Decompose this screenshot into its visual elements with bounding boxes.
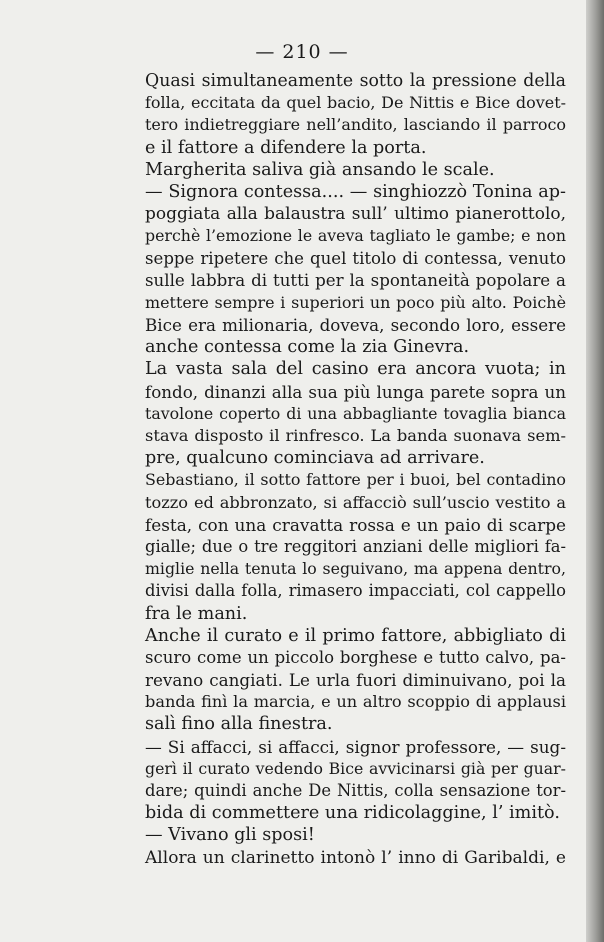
text-line: revano cangiati. Le urla fuori diminuivano, poi la (145, 670, 566, 691)
text-line: folla, eccitata da quel bacio, De Nittis e Bice dovet- (145, 93, 566, 113)
text-line: Sebastiano, il sotto fattore per i buoi, bel contadino (145, 470, 566, 490)
text-line: gerì il curato vedendo Bice avvicinarsi già per guar- (145, 758, 566, 778)
text-line: tavolone coperto di una abbagliante tovaglia bianca (145, 403, 566, 423)
text-line: fondo, dinanzi alla sua più lunga parete sopra un (145, 381, 566, 402)
text-line: mettere sempre i superiori un poco più alto. Poichè (145, 292, 566, 312)
text-line: — Vivano gli sposi! (145, 825, 315, 846)
text-line: stava disposto il rinfresco. La banda suonava sem- (145, 426, 566, 445)
text-line: tozzo ed abbronzato, si affacciò sull’uscio vestito a (145, 492, 566, 512)
text-line: Anche il curato e il primo fattore, abbigliato di (145, 625, 566, 646)
text-line: bida di commettere una ridicolaggine, l’ imitò. (145, 803, 560, 824)
text-line: divisi dalla folla, rimasero impacciati, col cappello (145, 581, 566, 601)
text-line: pre, qualcuno cominciava ad arrivare. (145, 448, 485, 469)
text-line: scuro come un piccolo borghese e tutto calvo, pa- (145, 647, 566, 667)
text-line: miglie nella tenuta lo seguivano, ma appena dentro, (145, 559, 566, 579)
text-line: La vasta sala del casino era ancora vuota; in (145, 359, 566, 380)
text-line: sulle labbra di tutti per la spontaneità popolare a (145, 270, 566, 290)
text-line: — Signora contessa.... — singhiozzò Tonina ap- (145, 181, 566, 202)
text-line: Margherita saliva già ansando le scale. (145, 159, 495, 180)
text-line: Allora un clarinetto intonò l’ inno di Garibaldi, e (145, 847, 566, 868)
text-line: seppe ripetere che quel titolo di contessa, venuto (145, 248, 566, 268)
text-line: anche contessa come la zia Ginevra. (145, 337, 470, 358)
body-text (145, 70, 566, 869)
page-number: — 210 — (255, 41, 349, 63)
text-line: Bice era milionaria, doveva, secondo loro, essere (145, 315, 566, 336)
text-line: Quasi simultaneamente sotto la pressione della (145, 71, 566, 91)
page-edge-shadow (586, 0, 604, 942)
text-line: salì fino alla finestra. (145, 714, 333, 735)
text-line: tero indietreggiare nell’andito, lasciando il parroco (145, 115, 566, 135)
text-line: banda finì la marcia, e un altro scoppio di applausi (145, 692, 566, 712)
text-line: e il fattore a difendere la porta. (145, 137, 427, 158)
text-line: poggiata alla balaustra sull’ ultimo pianerottolo, (145, 204, 566, 225)
text-line: perchè l’emozione le aveva tagliato le gambe; e non (145, 226, 566, 246)
text-line: dare; quindi anche De Nittis, colla sensazione tor- (145, 781, 566, 800)
text-line: fra le mani. (145, 603, 248, 624)
text-line: — Si affacci, si affacci, signor professore, — sug- (145, 736, 566, 757)
text-line: festa, con una cravatta rossa e un paio di scarpe (145, 514, 566, 535)
text-line: gialle; due o tre reggitori anziani delle migliori fa- (145, 536, 566, 556)
